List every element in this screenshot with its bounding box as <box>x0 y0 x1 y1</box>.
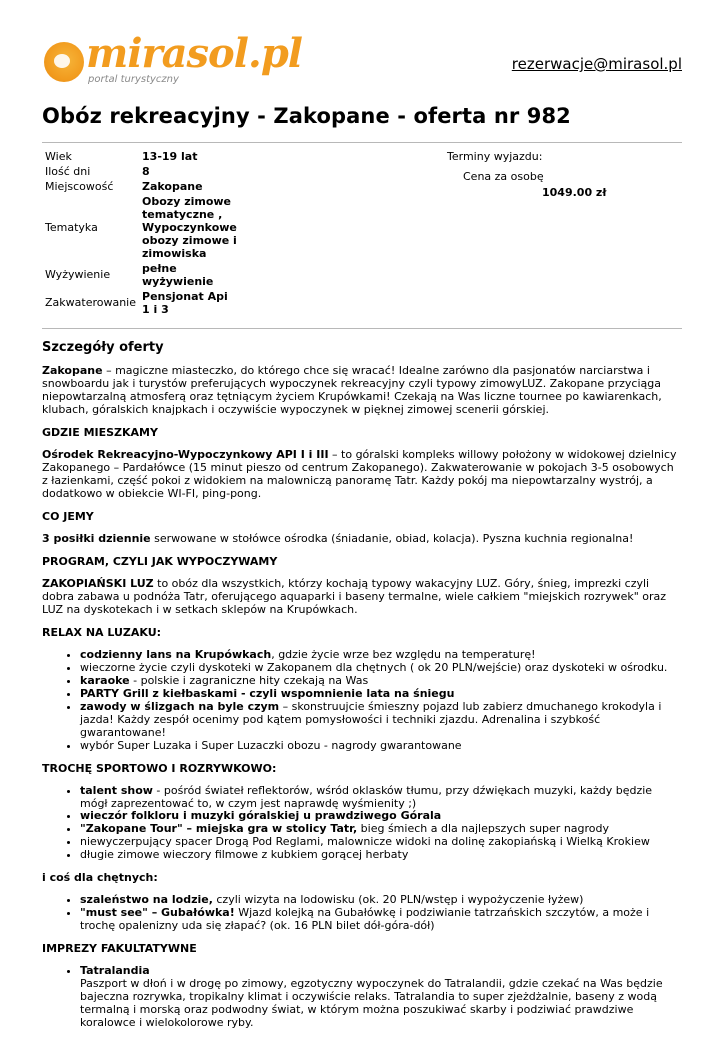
subsection-heading: i coś dla chętnych: <box>42 871 158 885</box>
item-text: czyli wizyta na lodowisku (ok. 20 PLN/wstęp i wypożyczenie łyżew) <box>212 893 584 907</box>
paragraph-text: serwowane w stołówce ośrodka (śniadanie, obiad, kolacja). Pyszna kuchnia regionalna! <box>150 532 634 546</box>
program-paragraph <box>42 578 682 617</box>
bold-text: Tatralandia <box>80 964 150 978</box>
mirasol-logo[interactable] <box>42 30 302 96</box>
price-value: 1049.00 zł <box>542 186 607 199</box>
page-title: Obóz rekreacyjny - Zakopane - oferta nr 982 <box>42 104 571 128</box>
item-text: wieczorne życie czyli dyskoteki w Zakopanem dla chętnych ( ok 20 PLN/wejście) oraz dyskoteki w ośrodku. <box>80 660 668 674</box>
info-value: Pensjonat Api 1 i 3 <box>142 289 228 316</box>
bold-text: karaoke <box>80 673 130 687</box>
info-row-accommodation <box>42 290 242 318</box>
info-value: 8 <box>142 164 150 178</box>
section-heading: Szczegóły oferty <box>42 340 164 355</box>
item-text: , gdzie życie wrze bez względu na temperaturę! <box>271 647 536 661</box>
item-text: Paszport w dłoń i w drogę po zimowy, egzotyczny wypoczynek do Tatralandii, gdzie czekać na Was będzie bajeczna rozrywka, tropikalny klimat i oczywiście relaks. Tatralandia to super zjeżdżalnie, baseny z wodą termalną i morską oraz podwodny świat, w którym można poszukiwać skarby i podziwiać prawdziwe koralowce i wielokolorowe ryby. <box>80 977 663 1030</box>
info-value: Obozy zimowe tematyczne , Wypoczynkowe obozy zimowe i zimowiska <box>142 194 237 260</box>
bold-text: 3 posiłki dziennie <box>42 532 151 546</box>
logo-subtitle: portal turystyczny <box>88 74 179 85</box>
item-text: wybór Super Luzaka i Super Luzaczki obozu - nagrody gwarantowane <box>80 738 462 752</box>
where-paragraph <box>42 449 682 501</box>
bold-text: codzienny lans na Krupówkach <box>80 647 272 661</box>
subsection-heading: PROGRAM, CZYLI JAK WYPOCZYWAMY <box>42 554 278 568</box>
divider <box>42 328 682 329</box>
bold-text: PARTY Grill z kiełbaskami - czyli wspomnienie lata na śniegu <box>80 686 455 700</box>
info-label: Ilość dni <box>45 164 91 178</box>
list-item <box>80 740 682 753</box>
bold-text: wieczór folkloru i muzyki góralskiej u prawdziwego Górala <box>80 809 442 823</box>
info-row-theme <box>42 195 242 262</box>
item-text: - polskie i zagraniczne hity czekają na Was <box>129 673 369 687</box>
paragraph-text: – to góralski kompleks willowy położony w widokowej dzielnicy Zakopanego – Pardałówce (15 minut pieszo od centrum Zakopanego). Zakwaterowanie w pokojach 3-5 osobowych z łazienkami, część pokoi z widokiem na malowniczą panoramę Tatr. Każdy pokój ma niepowtarzalny wystrój, a dodatkowo w obiekcie WI-FI, ping-pong. <box>42 448 677 501</box>
list-item <box>80 849 682 862</box>
logo-text: mirasol.pl <box>86 30 302 77</box>
sport-list <box>42 785 682 863</box>
divider <box>42 142 682 143</box>
terms-label: Terminy wyjazdu: <box>447 150 543 163</box>
bold-text: Zakopane <box>42 364 103 378</box>
info-row-days <box>42 165 242 180</box>
info-label: Miejscowość <box>45 179 114 193</box>
subsection-heading: IMPREZY FAKULTATYWNE <box>42 942 197 956</box>
info-row-food <box>42 262 242 290</box>
subsection-heading: TROCHĘ SPORTOWO I ROZRYWKOWO: <box>42 761 277 775</box>
bold-text: talent show <box>80 783 153 797</box>
info-value: pełne wyżywienie <box>142 261 214 288</box>
subsection-heading: RELAX NA LUZAKU: <box>42 625 162 639</box>
bold-text: szaleństwo na lodzie, <box>80 893 213 907</box>
offer-details <box>42 340 682 1039</box>
list-item <box>80 965 682 1030</box>
item-text: – skonstruujcie śmieszny pojazd lub zabierz dmuchanego krokodyla i jazda! Każdy zespół ocenimy pod kątem pomysłowości i techniki zjazdu. Adrenalina i szybkość gwarantowane! <box>80 699 662 739</box>
info-label: Tematyka <box>45 220 98 234</box>
food-paragraph <box>42 533 682 546</box>
info-label: Zakwaterowanie <box>45 296 137 310</box>
list-item <box>80 785 682 811</box>
bold-text: zawody w ślizgach na byle czym <box>80 699 280 713</box>
paragraph-text: to obóz dla wszystkich, którzy kochają typowy wakacyjny LUZ. Góry, śnieg, imprezki czyli dobra zabawa u podnóża Tatr, oferującego aquaparki i baseny termalne, wiele całkiem "miejskich rozrywek" oraz LUZ na dyskotekach i w setkach sklepów na Krupówkach. <box>42 576 667 616</box>
extras-list <box>42 894 682 933</box>
sun-icon <box>44 42 84 82</box>
info-value: Zakopane <box>142 179 203 193</box>
list-item <box>80 907 682 933</box>
info-label: Wiek <box>45 150 72 163</box>
info-row-age <box>42 150 242 165</box>
subsection-heading: GDZIE MIESZKAMY <box>42 426 158 440</box>
info-row-location <box>42 180 242 195</box>
item-text: długie zimowe wieczory filmowe z kubkiem gorącej herbaty <box>80 848 409 862</box>
bold-text: "must see" – Gubałówka! <box>80 906 235 920</box>
bold-text: "Zakopane Tour" – miejska gra w stolicy Tatr, <box>80 822 358 836</box>
offer-info-table <box>42 150 242 318</box>
bold-text: Ośrodek Rekreacyjno-Wypoczynkowy API I i III <box>42 448 329 462</box>
optional-list <box>42 965 682 1030</box>
list-item <box>80 701 682 740</box>
item-text: bieg śmiech a dla najlepszych super nagrody <box>357 822 610 836</box>
item-text: Wjazd kolejką na Gubałówkę i podziwianie tatrzańskich szczytów, a może i trochę opalenizny uda się złapać? (ok. 16 PLN bilet dół-góra-dół) <box>80 906 650 933</box>
email-link[interactable]: rezerwacje@mirasol.pl <box>511 55 682 73</box>
item-text: niewyczerpujący spacer Drogą Pod Reglami, malownicze widoki na dolinę zakopiańską i Wielką Krokiew <box>80 835 650 849</box>
subsection-heading: CO JEMY <box>42 510 94 524</box>
paragraph-text: – magiczne miasteczko, do którego chce się wracać! Idealne zarówno dla pasjonatów narciarstwa i snowboardu jak i turystów preferujących wypoczynek rekreacyjny czyli typowy zimowyLUZ. Zakopane przyciąga niepowtarzalną atmosferą oraz tętniącym życiem Krupówkami! Czekają na Was liczne tournee po kawiarenkach, klubach, góralskich knajpkach i oczywiście wypoczynek w pięknej zimowej scenerii górskiej. <box>42 364 662 417</box>
price-label: Cena za osobę <box>463 170 544 183</box>
info-value: 13-19 lat <box>142 150 198 163</box>
intro-paragraph <box>42 365 682 417</box>
bold-text: ZAKOPIAŃSKI LUZ <box>42 576 154 590</box>
relax-list <box>42 649 682 753</box>
info-label: Wyżywienie <box>45 268 111 282</box>
item-text: - pośród świateł reflektorów, wśród oklasków tłumu, przy dźwiękach muzyki, każdy będzie mógł zaprezentować to, w czym jest naprawdę wyśmienity ;) <box>80 783 653 810</box>
